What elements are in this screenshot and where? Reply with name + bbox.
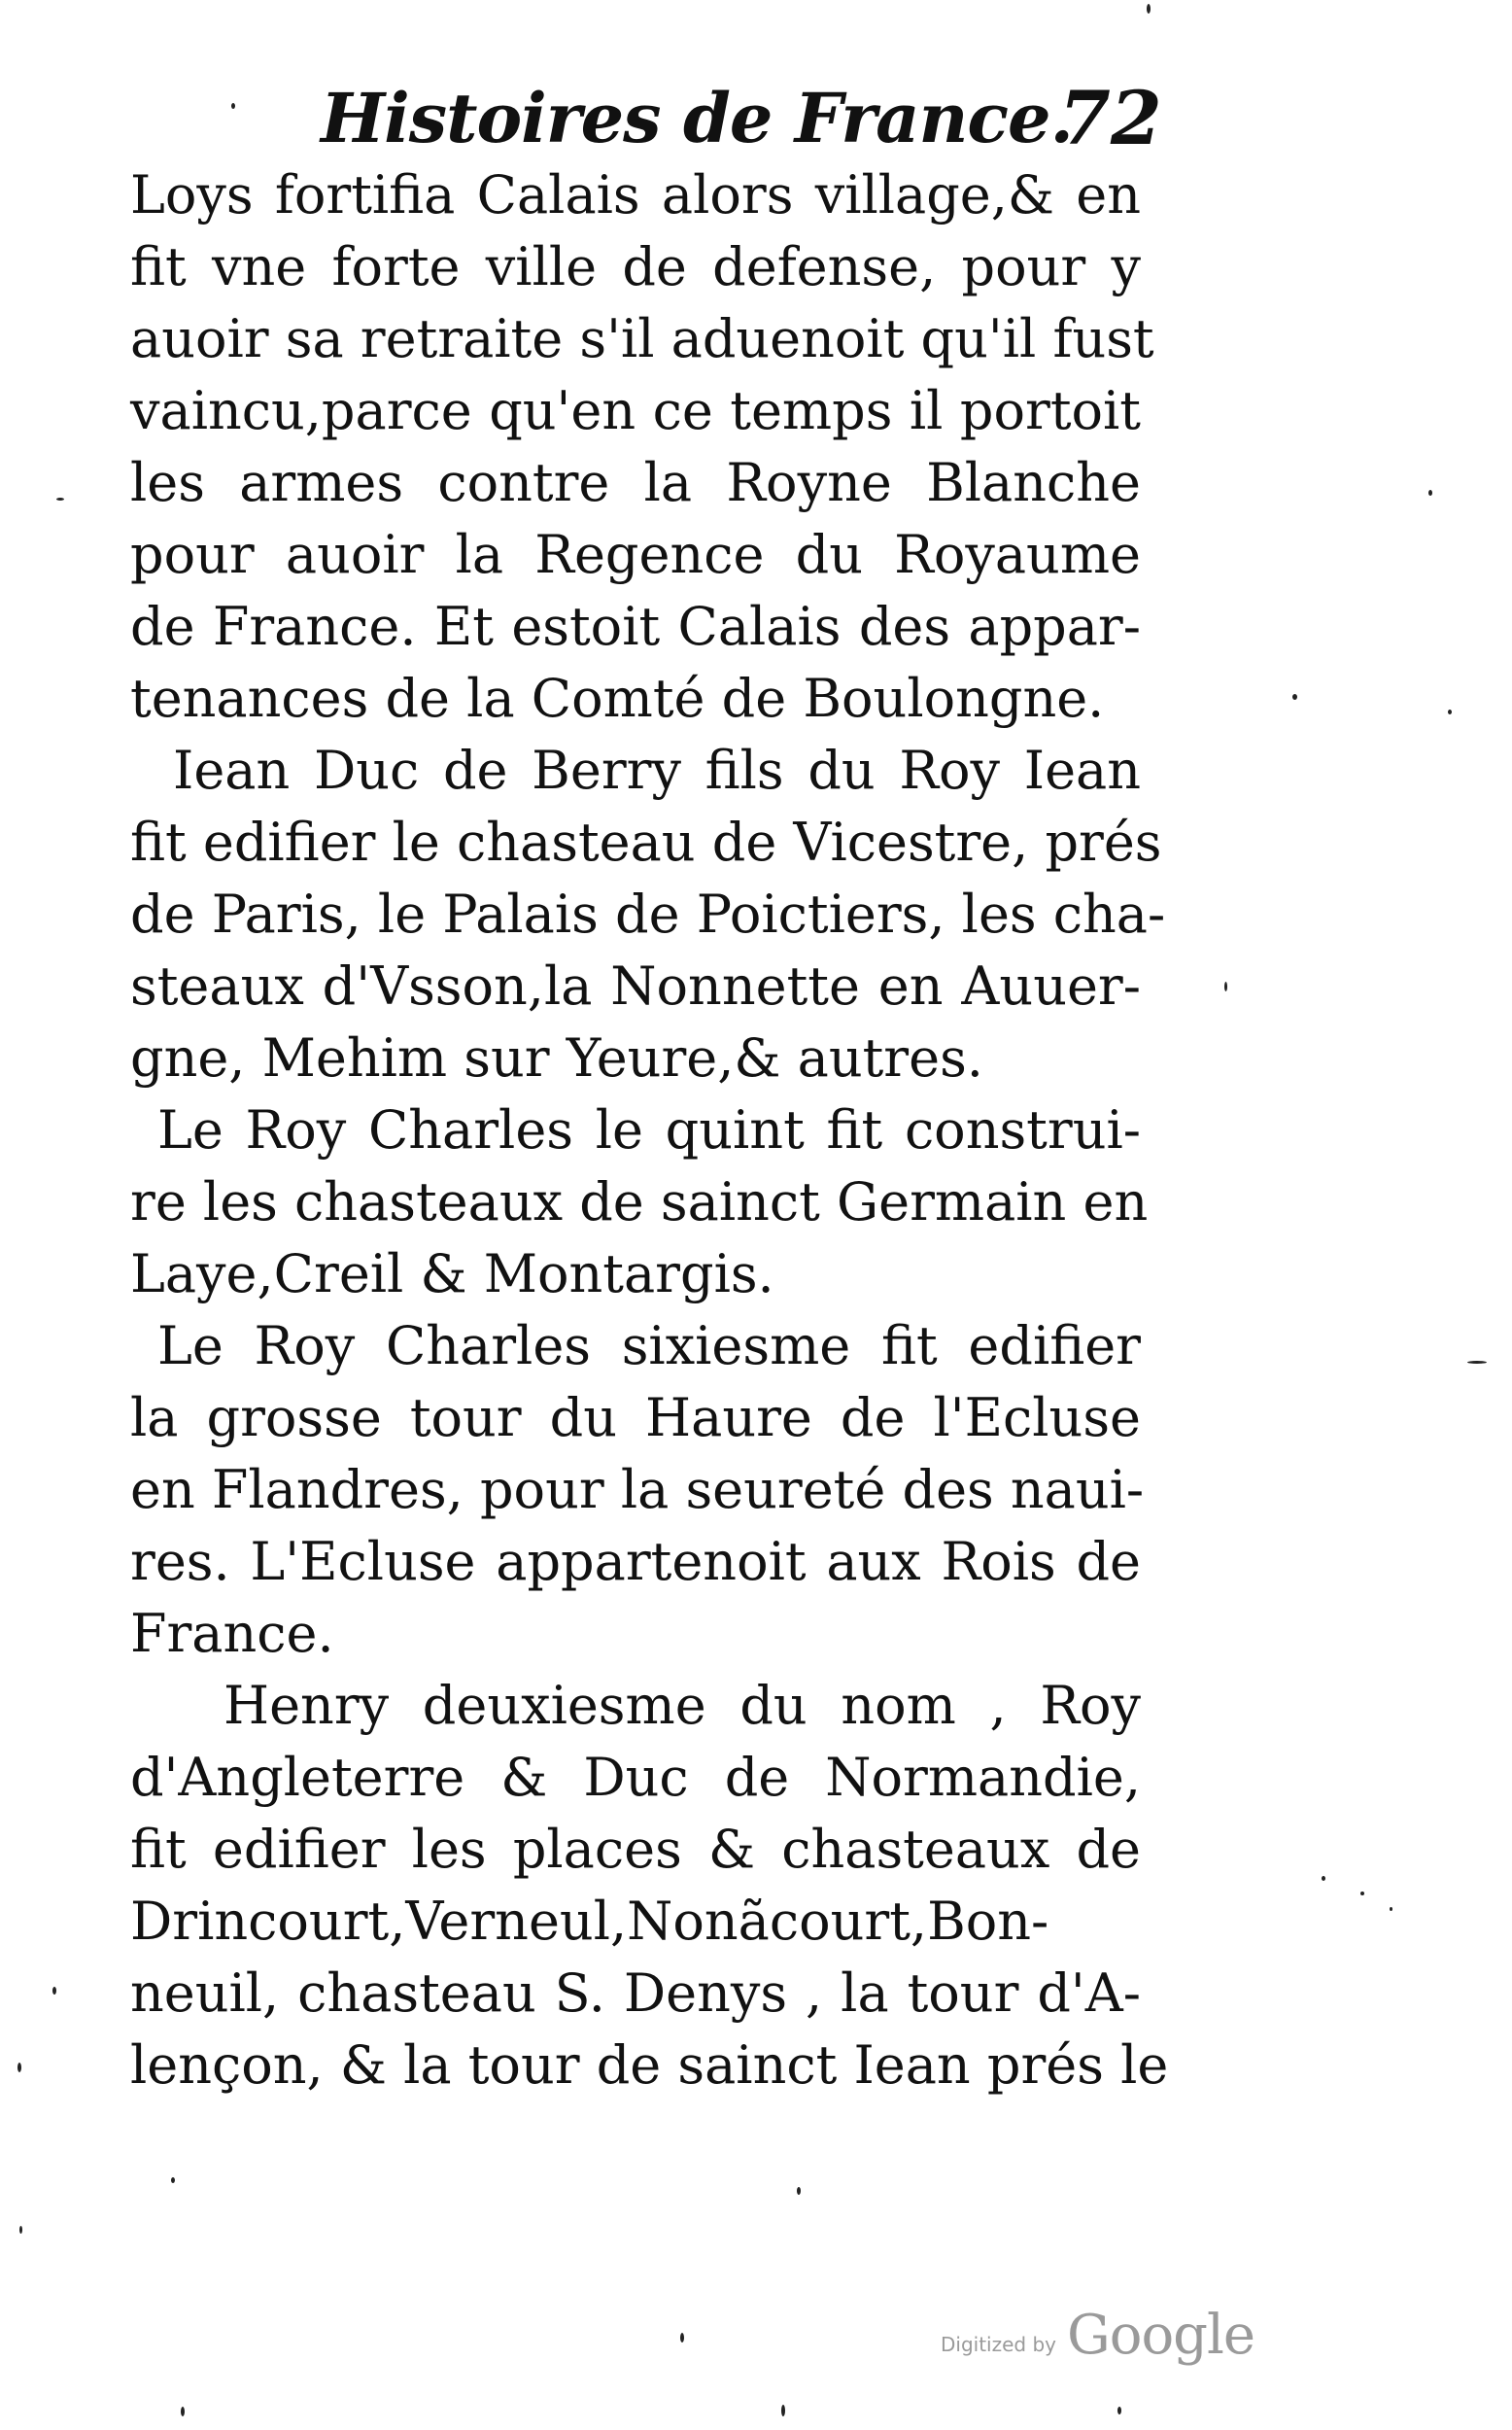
running-title: Histoires de France. [321,78,1073,158]
scan-speck [1147,4,1151,14]
scan-speck [1390,1907,1392,1911]
text-line: de Paris, le Palais de Poictiers, les cha- [130,884,1166,945]
text-line: la grosse tour du Haure de l'Ecluse [130,1387,1141,1448]
text-line: France. [130,1603,334,1664]
text-line: d'Angleterre & Duc de Normandie, [130,1747,1141,1808]
text-line: fit edifier le chasteau de Vicestre, prés [130,812,1162,873]
text-line: lençon, & la tour de sainct Iean prés le [130,2034,1169,2096]
scan-speck [1224,982,1227,991]
text-line: neuil, chasteau S. Denys , la tour d'A- [130,1962,1141,2024]
text-line: auoir sa retraite s'il aduenoit qu'il fust [130,308,1154,369]
text-line: tenances de la Comté de Boulongne. [130,668,1105,729]
body-text [130,159,1169,2101]
scan-speck [52,1987,56,1995]
watermark-brand: Google [1067,2304,1255,2367]
text-line: steaux d'Vsson,la Nonnette en Auuer- [130,955,1141,1017]
scan-speck [1322,1876,1325,1881]
text-line: fit edifier les places & chasteaux de [130,1819,1141,1880]
scan-speck [1117,2407,1121,2414]
text-line: fit vne forte ville de defense, pour y [130,236,1141,297]
scan-speck [797,2187,801,2195]
scan-speck [19,2226,22,2234]
scan-speck [1467,1361,1487,1364]
running-head [321,70,1162,167]
scan-speck [1360,1892,1364,1895]
text-line: de France. Et estoit Calais des appar- [130,596,1141,657]
scan-speck [1292,694,1297,700]
scan-speck [181,2407,185,2416]
watermark-digitized-label: Digitized by [941,2333,1056,2356]
page-number: 72 [1059,75,1162,161]
text-line: Le Roy Charles sixiesme fit edifier [157,1315,1141,1376]
text-line: pour auoir la Regence du Royaume [130,524,1141,585]
text-line: res. L'Ecluse appartenoit aux Rois de [130,1531,1141,1592]
text-line: Iean Duc de Berry fils du Roy Iean [173,740,1141,801]
text-line: Laye,Creil & Montargis. [130,1243,774,1304]
text-line: Loys fortifia Calais alors village,& en [130,164,1141,226]
scan-speck [56,498,64,501]
text-line: Drincourt,Verneul,Nonãcourt,Bon- [130,1891,1049,1952]
text-line: Henry deuxiesme du nom , Roy [223,1675,1141,1736]
digitization-watermark [941,2304,1271,2372]
scan-speck [17,2063,21,2072]
scan-speck [680,2333,684,2343]
text-line: les armes contre la Royne Blanche [130,452,1141,513]
scan-speck [171,2177,175,2183]
text-line: vaincu,parce qu'en ce temps il portoit [130,380,1141,441]
text-line: en Flandres, pour la seureté des naui- [130,1459,1145,1520]
text-line: gne, Mehim sur Yeure,& autres. [130,1027,983,1089]
text-line: Le Roy Charles le quint fit construi- [157,1099,1141,1161]
scan-speck [1428,490,1432,496]
scan-speck [781,2405,785,2416]
scan-speck [231,103,235,109]
scan-speck [1448,710,1452,714]
text-line: re les chasteaux de sainct Germain en [130,1171,1149,1232]
